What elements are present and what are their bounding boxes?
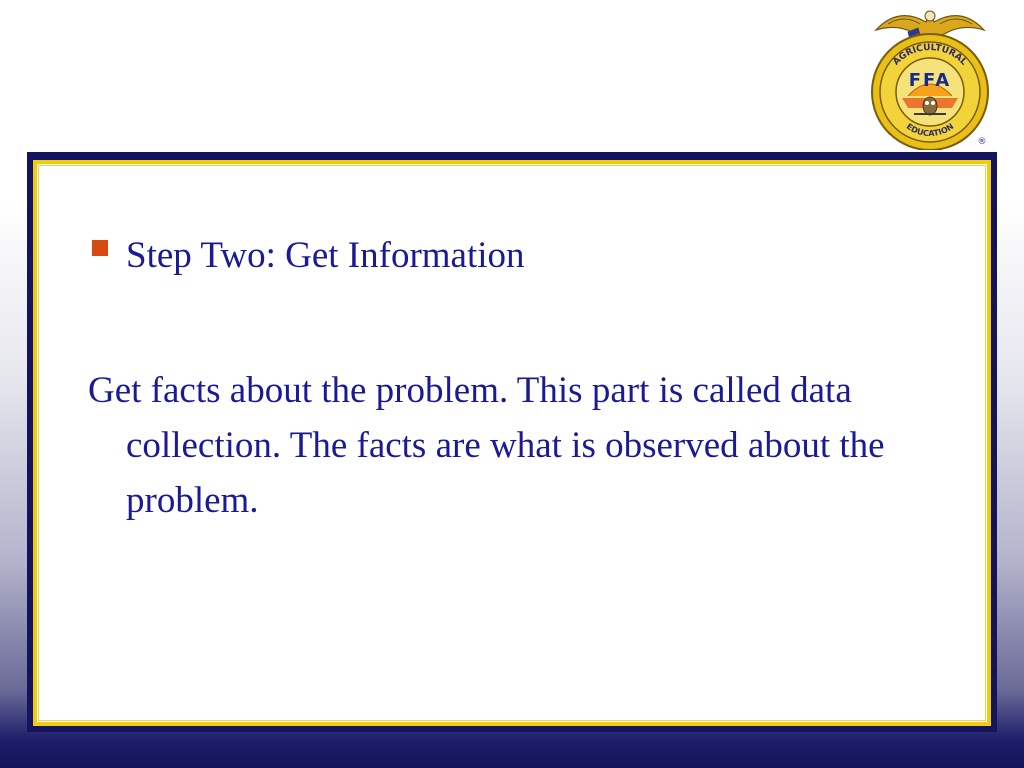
svg-text:®: ® [977,137,987,147]
bullet-heading: Step Two: Get Information [126,235,525,276]
square-bullet-icon [92,240,108,256]
ffa-emblem-logo [868,2,992,150]
bullet-item [92,232,525,280]
svg-text:FFA: FFA [908,70,952,91]
ffa-emblem-lettering [868,2,992,150]
svg-text:EDUCATION: EDUCATION [904,121,956,139]
body-paragraph: Get facts about the problem. This part is called data collection. The facts are what is observed about the problem. [88,370,885,521]
svg-text:AGRICULTURAL: AGRICULTURAL [891,42,969,68]
